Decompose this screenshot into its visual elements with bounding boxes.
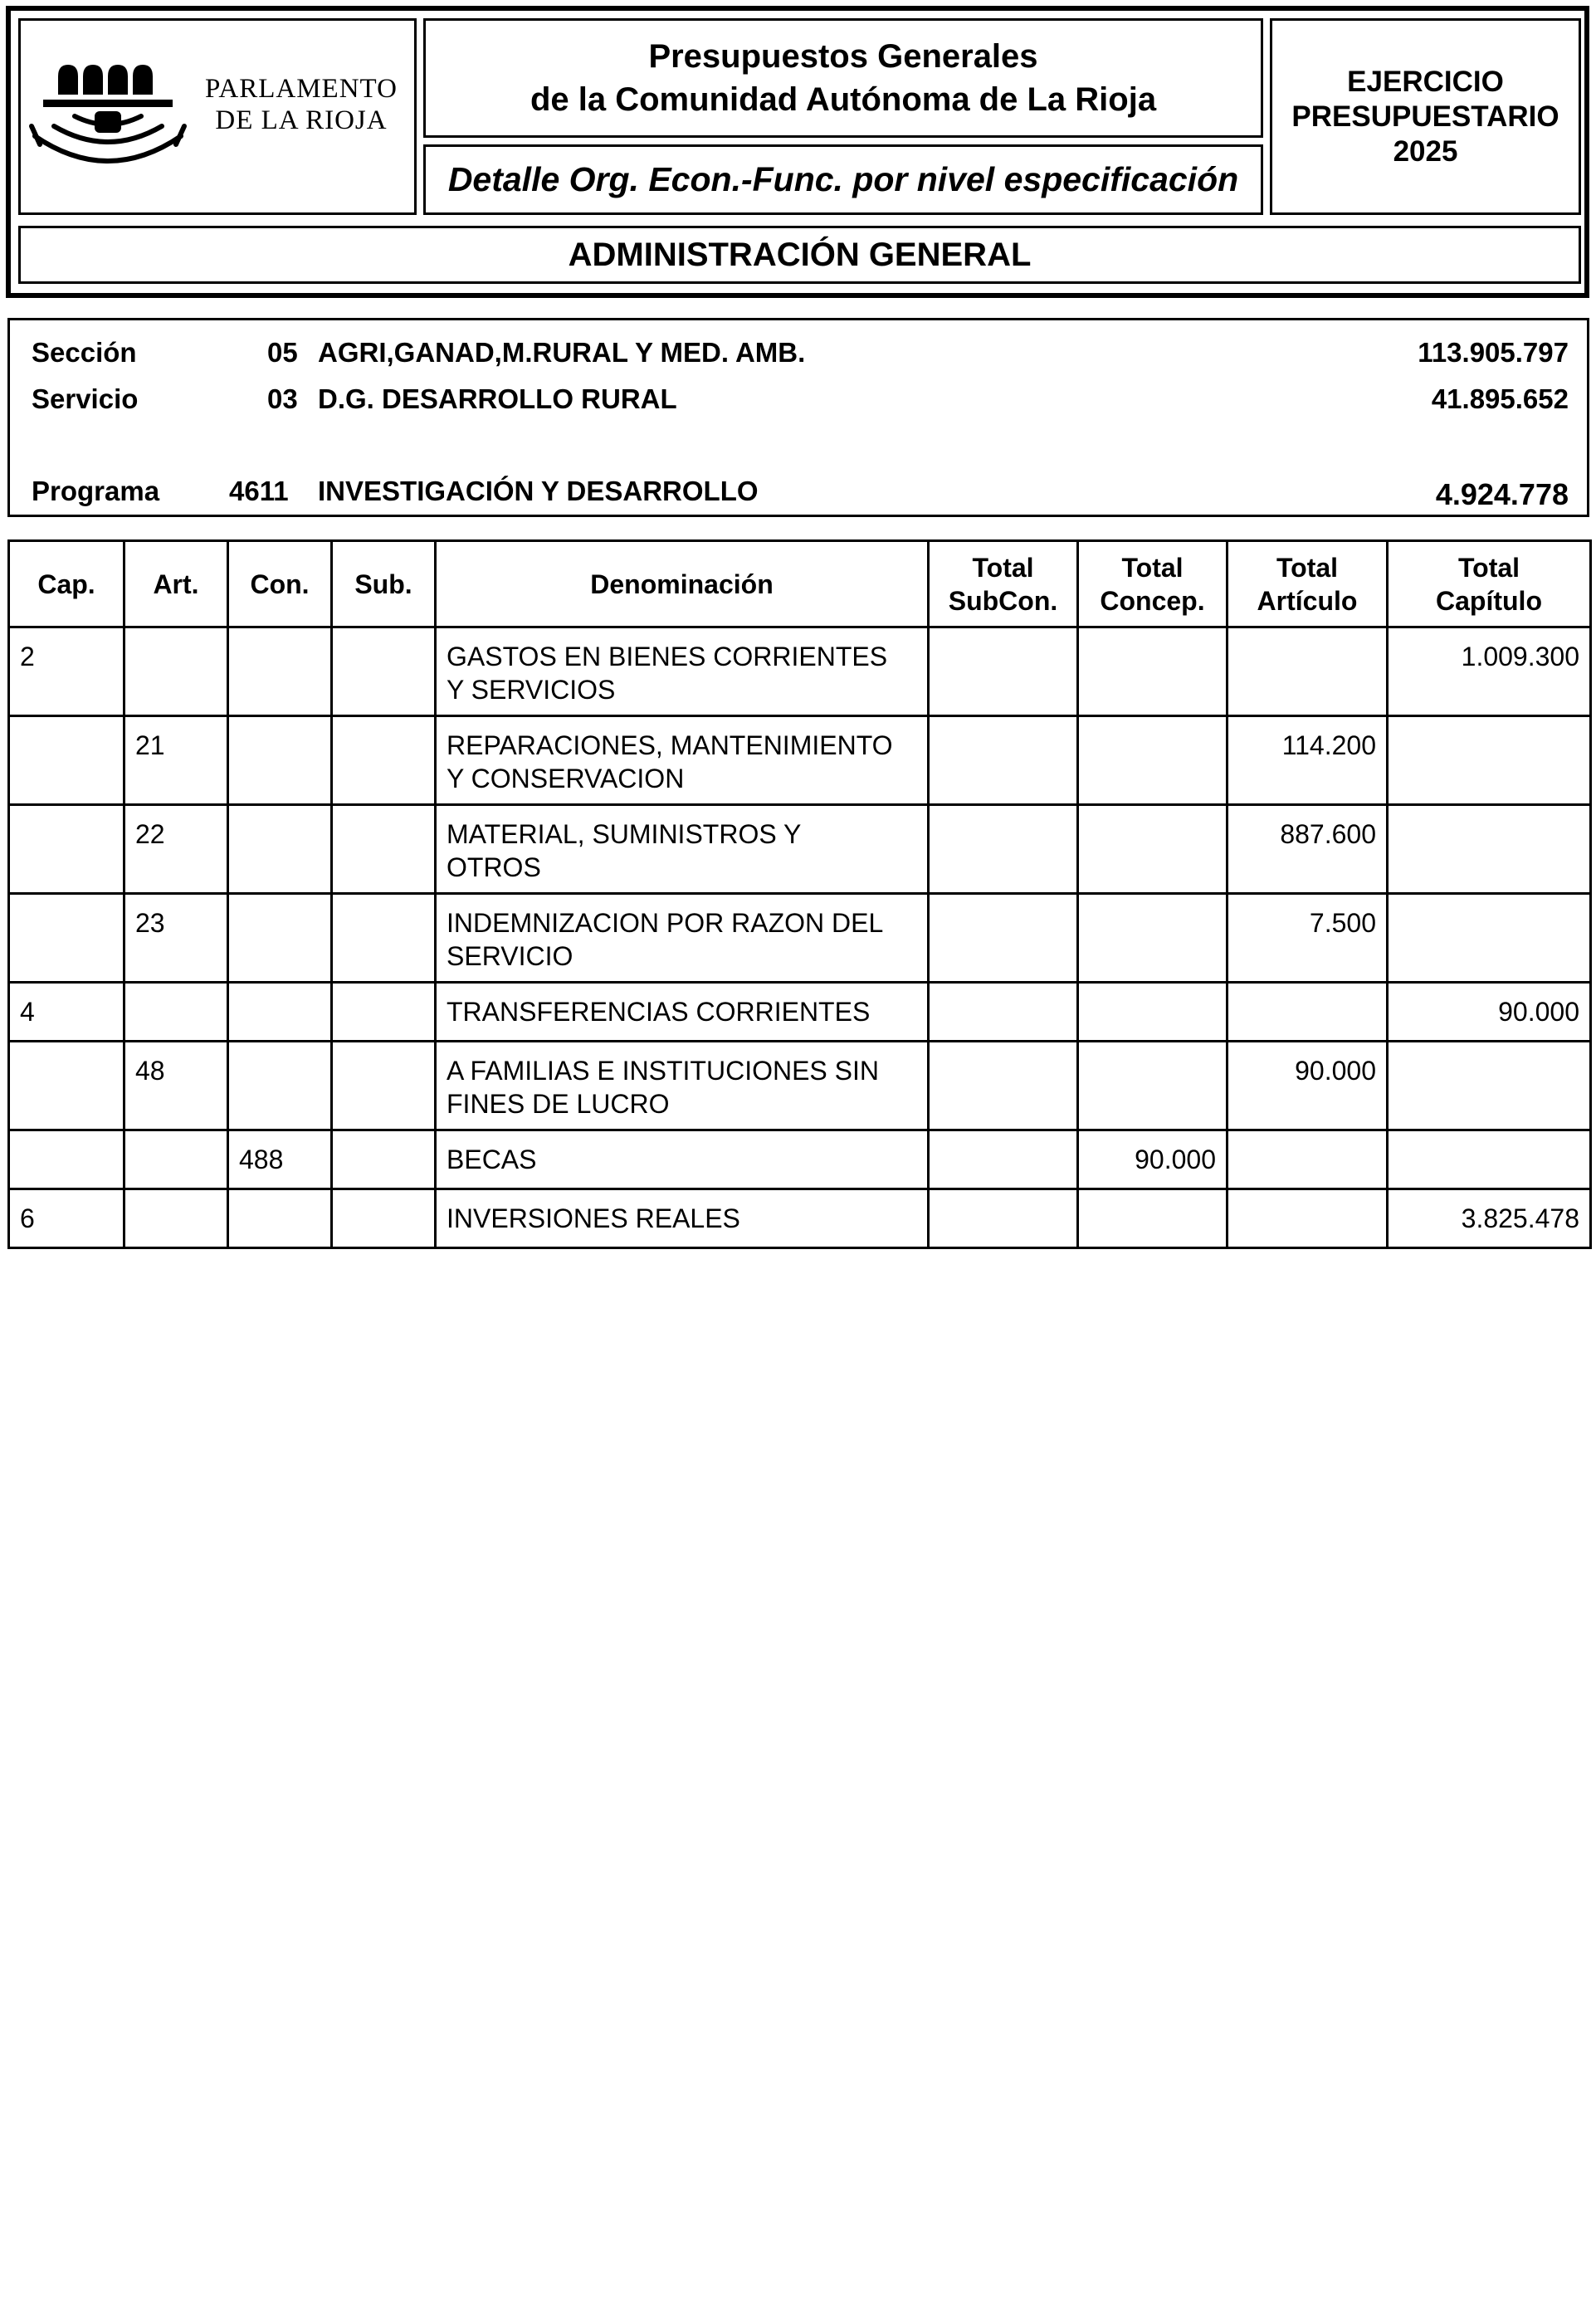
cell-denominacion — [436, 716, 929, 805]
cell-denominacion — [436, 805, 929, 894]
header-total-capitulo-line2: Capítulo — [1436, 585, 1542, 616]
cell-art — [124, 983, 228, 1042]
denominacion-line2: SERVICIO — [447, 941, 573, 971]
cell-concep — [1078, 894, 1228, 983]
cell-art: 21 — [124, 716, 228, 805]
cell-denominacion — [436, 983, 929, 1042]
admin-title: ADMINISTRACIÓN GENERAL — [568, 236, 1032, 273]
table-row — [9, 1042, 1591, 1130]
seccion-amount: 113.905.797 — [1418, 337, 1569, 368]
cell-con — [228, 983, 332, 1042]
cell-articulo: 114.200 — [1228, 716, 1388, 805]
cell-con — [228, 1042, 332, 1130]
cell-sub — [332, 1042, 436, 1130]
header-total-capitulo — [1388, 541, 1591, 627]
cell-con — [228, 716, 332, 805]
programa-row — [10, 476, 1587, 509]
header-con: Con. — [228, 541, 332, 627]
header-sub: Sub. — [332, 541, 436, 627]
cell-cap — [9, 1130, 124, 1189]
seccion-row — [10, 337, 1587, 370]
cell-subcon — [929, 1189, 1078, 1248]
denominacion-line2: Y CONSERVACION — [447, 764, 685, 793]
cell-capitulo — [1388, 1042, 1591, 1130]
cell-art: 22 — [124, 805, 228, 894]
cell-sub — [332, 805, 436, 894]
cell-subcon — [929, 894, 1078, 983]
header-total-subcon — [929, 541, 1078, 627]
header-denominacion: Denominación — [436, 541, 929, 627]
cell-articulo — [1228, 627, 1388, 716]
denominacion-line1: TRANSFERENCIAS CORRIENTES — [447, 997, 871, 1027]
logo-text-line2: DE LA RIOJA — [215, 105, 388, 135]
cell-concep — [1078, 627, 1228, 716]
cell-cap — [9, 1042, 124, 1130]
programa-name: INVESTIGACIÓN Y DESARROLLO — [318, 476, 759, 506]
cell-art — [124, 627, 228, 716]
servicio-label: Servicio — [32, 383, 139, 414]
servicio-amount: 41.895.652 — [1431, 383, 1569, 414]
cell-cap: 6 — [9, 1189, 124, 1248]
denominacion-line1: MATERIAL, SUMINISTROS Y — [447, 819, 802, 849]
denominacion-line1: A FAMILIAS E INSTITUCIONES SIN — [447, 1056, 879, 1086]
cell-sub — [332, 716, 436, 805]
cell-capitulo — [1388, 716, 1591, 805]
cell-subcon — [929, 983, 1078, 1042]
cell-denominacion — [436, 894, 929, 983]
denominacion-line2: FINES DE LUCRO — [447, 1089, 670, 1119]
cell-sub — [332, 1130, 436, 1189]
programa-amount: 4.924.778 — [1435, 477, 1569, 511]
logo-text — [193, 73, 410, 136]
budget-table — [7, 539, 1592, 1249]
title-line1: Presupuestos Generales — [648, 38, 1038, 75]
header-total-concep-line2: Concep. — [1100, 585, 1205, 616]
servicio-row — [10, 383, 1587, 417]
cell-con: 488 — [228, 1130, 332, 1189]
cell-sub — [332, 894, 436, 983]
year-line1: EJERCICIO — [1347, 65, 1504, 98]
header-total-subcon-line2: SubCon. — [948, 585, 1058, 616]
cell-con — [228, 894, 332, 983]
seccion-label: Sección — [32, 337, 137, 368]
header-total-subcon-line1: Total — [972, 552, 1034, 583]
cell-cap: 2 — [9, 627, 124, 716]
cell-art: 23 — [124, 894, 228, 983]
table-row — [9, 894, 1591, 983]
table-row — [9, 805, 1591, 894]
cell-capitulo: 1.009.300 — [1388, 627, 1591, 716]
cell-subcon — [929, 716, 1078, 805]
report-subtitle: Detalle Org. Econ.-Func. por nivel especificación — [447, 160, 1239, 198]
table-row — [9, 1130, 1591, 1189]
cell-con — [228, 1189, 332, 1248]
subtitle-box — [423, 144, 1263, 215]
header-total-capitulo-line1: Total — [1457, 552, 1520, 583]
admin-box — [18, 226, 1581, 284]
cell-denominacion — [436, 1130, 929, 1189]
denominacion-line1: REPARACIONES, MANTENIMIENTO — [447, 730, 893, 760]
programa-label: Programa — [32, 476, 160, 506]
denominacion-line2: Y SERVICIOS — [447, 675, 616, 705]
header-total-concep — [1078, 541, 1228, 627]
title-line2: de la Comunidad Autónoma de La Rioja — [530, 81, 1157, 118]
cell-concep — [1078, 805, 1228, 894]
table-row — [9, 983, 1591, 1042]
cell-denominacion — [436, 1189, 929, 1248]
cell-concep — [1078, 1042, 1228, 1130]
cell-concep: 90.000 — [1078, 1130, 1228, 1189]
cell-articulo: 90.000 — [1228, 1042, 1388, 1130]
cell-capitulo — [1388, 894, 1591, 983]
denominacion-line1: GASTOS EN BIENES CORRIENTES — [447, 642, 888, 671]
cell-capitulo: 90.000 — [1388, 983, 1591, 1042]
cell-concep — [1078, 716, 1228, 805]
table-header-row — [9, 541, 1591, 627]
cell-subcon — [929, 805, 1078, 894]
cell-articulo — [1228, 1189, 1388, 1248]
cell-cap — [9, 716, 124, 805]
seccion-name: AGRI,GANAD,M.RURAL Y MED. AMB. — [318, 337, 806, 368]
servicio-name: D.G. DESARROLLO RURAL — [318, 383, 677, 414]
fiscal-year: 2025 — [1393, 134, 1458, 168]
table-row — [9, 627, 1591, 716]
denominacion-line1: BECAS — [447, 1145, 537, 1174]
cell-art — [124, 1189, 228, 1248]
header-cap: Cap. — [9, 541, 124, 627]
cell-articulo: 7.500 — [1228, 894, 1388, 983]
programa-code: 4611 — [229, 476, 289, 506]
cell-concep — [1078, 1189, 1228, 1248]
cell-sub — [332, 627, 436, 716]
header-total-articulo-line2: Artículo — [1257, 585, 1358, 616]
cell-art: 48 — [124, 1042, 228, 1130]
header-art: Art. — [124, 541, 228, 627]
denominacion-line2: OTROS — [447, 852, 541, 882]
cell-capitulo: 3.825.478 — [1388, 1189, 1591, 1248]
table-row — [9, 1189, 1591, 1248]
header-total-concep-line1: Total — [1121, 552, 1184, 583]
title-box — [423, 18, 1263, 138]
program-info-box — [7, 318, 1589, 517]
cell-concep — [1078, 983, 1228, 1042]
header-total-articulo — [1228, 541, 1388, 627]
cell-cap — [9, 805, 124, 894]
cell-sub — [332, 1189, 436, 1248]
cell-articulo — [1228, 1130, 1388, 1189]
servicio-code: 03 — [267, 383, 298, 414]
cell-subcon — [929, 627, 1078, 716]
denominacion-line1: INVERSIONES REALES — [447, 1203, 740, 1233]
cell-subcon — [929, 1130, 1078, 1189]
seccion-code: 05 — [267, 337, 298, 368]
fiscal-year-box — [1270, 18, 1581, 215]
cell-con — [228, 627, 332, 716]
cell-con — [228, 805, 332, 894]
cell-subcon — [929, 1042, 1078, 1130]
cell-denominacion — [436, 1042, 929, 1130]
cell-art — [124, 1130, 228, 1189]
year-line2: PRESUPUESTARIO — [1291, 100, 1559, 133]
cell-articulo — [1228, 983, 1388, 1042]
parlamento-logo-icon — [25, 50, 191, 174]
cell-cap — [9, 894, 124, 983]
cell-sub — [332, 983, 436, 1042]
logo-text-line1: PARLAMENTO — [205, 74, 398, 104]
cell-articulo: 887.600 — [1228, 805, 1388, 894]
cell-cap: 4 — [9, 983, 124, 1042]
table-row — [9, 716, 1591, 805]
denominacion-line1: INDEMNIZACION POR RAZON DEL — [447, 908, 884, 938]
header-total-articulo-line1: Total — [1276, 552, 1339, 583]
cell-capitulo — [1388, 805, 1591, 894]
cell-denominacion — [436, 627, 929, 716]
cell-capitulo — [1388, 1130, 1591, 1189]
